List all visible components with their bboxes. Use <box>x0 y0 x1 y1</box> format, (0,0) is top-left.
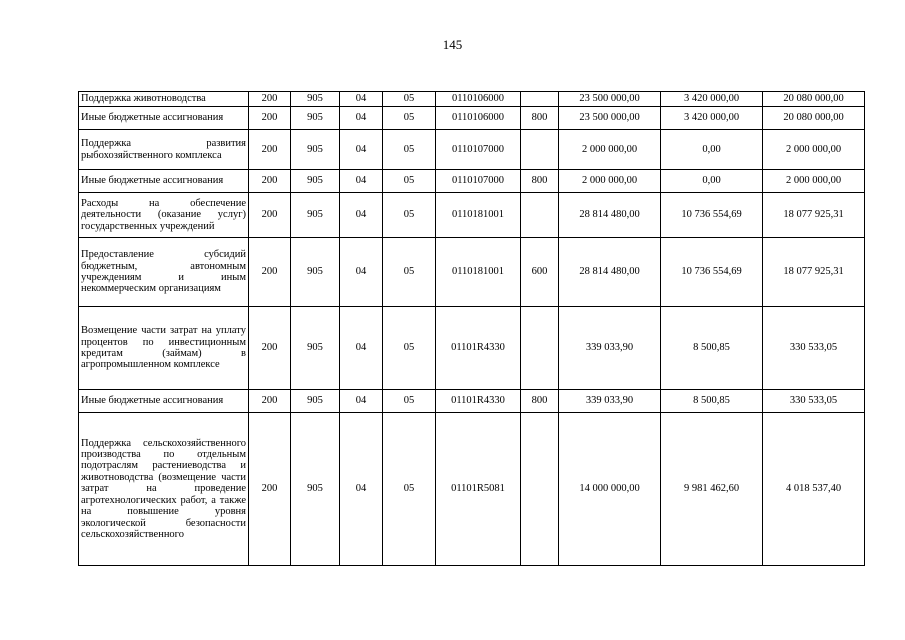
row-code-expense-type <box>521 130 559 170</box>
row-code-ministry: 905 <box>291 92 340 107</box>
row-name: Иные бюджетные ассигнования <box>79 390 249 413</box>
row-code-section: 04 <box>340 130 383 170</box>
row-amount-executed: 3 420 000,00 <box>661 92 763 107</box>
row-code-target: 01101R5081 <box>436 413 521 566</box>
row-amount-remaining: 18 077 925,31 <box>763 238 865 307</box>
row-code-expense-type: 800 <box>521 390 559 413</box>
row-code-section: 04 <box>340 92 383 107</box>
row-code-g: 200 <box>249 130 291 170</box>
row-amount-planned: 23 500 000,00 <box>559 107 661 130</box>
row-name: Иные бюджетные ассигнования <box>79 170 249 193</box>
row-code-expense-type <box>521 413 559 566</box>
row-code-g: 200 <box>249 413 291 566</box>
row-amount-remaining: 4 018 537,40 <box>763 413 865 566</box>
row-amount-executed: 10 736 554,69 <box>661 193 763 238</box>
row-amount-planned: 23 500 000,00 <box>559 92 661 107</box>
row-code-section: 04 <box>340 307 383 390</box>
row-amount-remaining: 2 000 000,00 <box>763 170 865 193</box>
row-code-section: 04 <box>340 413 383 566</box>
row-code-subsection: 05 <box>383 193 436 238</box>
row-code-subsection: 05 <box>383 390 436 413</box>
row-amount-planned: 2 000 000,00 <box>559 170 661 193</box>
table-row <box>79 107 865 130</box>
row-name: Поддержка сельскохозяйственного производства по отдельным подотраслям растениеводства и животноводства (возмещение части затрат на проведение агротехнологических работ, а также на повышение уровня экологической безопасности сельскохозяйственного <box>79 413 249 566</box>
row-amount-executed: 0,00 <box>661 130 763 170</box>
table-row <box>79 170 865 193</box>
row-code-target: 01101R4330 <box>436 390 521 413</box>
row-code-g: 200 <box>249 92 291 107</box>
row-code-g: 200 <box>249 238 291 307</box>
row-amount-remaining: 20 080 000,00 <box>763 107 865 130</box>
row-name: Предоставление субсидий бюджетным, автономным учреждениям и иным некоммерческим организациям <box>79 238 249 307</box>
table-row <box>79 193 865 238</box>
row-code-ministry: 905 <box>291 170 340 193</box>
row-code-target: 0110106000 <box>436 107 521 130</box>
row-amount-remaining: 330 533,05 <box>763 307 865 390</box>
page-number: 145 <box>442 37 463 52</box>
row-code-g: 200 <box>249 390 291 413</box>
row-code-expense-type: 600 <box>521 238 559 307</box>
row-code-ministry: 905 <box>291 390 340 413</box>
row-amount-planned: 28 814 480,00 <box>559 238 661 307</box>
row-amount-executed: 3 420 000,00 <box>661 107 763 130</box>
table-row <box>79 238 865 307</box>
row-code-ministry: 905 <box>291 193 340 238</box>
row-code-subsection: 05 <box>383 92 436 107</box>
row-name: Возмещение части затрат на уплату процентов по инвестиционным кредитам (займам) в агропромышленном комплексе <box>79 307 249 390</box>
row-code-expense-type <box>521 307 559 390</box>
table-row <box>79 390 865 413</box>
row-code-target: 0110107000 <box>436 130 521 170</box>
row-code-subsection: 05 <box>383 307 436 390</box>
row-amount-executed: 10 736 554,69 <box>661 238 763 307</box>
row-code-target: 01101R4330 <box>436 307 521 390</box>
row-code-subsection: 05 <box>383 413 436 566</box>
row-name: Поддержка развития рыбохозяйственного комплекса <box>79 130 249 170</box>
table-row <box>79 413 865 566</box>
row-code-target: 0110107000 <box>436 170 521 193</box>
row-code-ministry: 905 <box>291 130 340 170</box>
table-row <box>79 130 865 170</box>
row-code-g: 200 <box>249 193 291 238</box>
row-amount-planned: 28 814 480,00 <box>559 193 661 238</box>
row-amount-planned: 339 033,90 <box>559 390 661 413</box>
row-name: Поддержка животноводства <box>79 92 249 107</box>
row-code-g: 200 <box>249 170 291 193</box>
row-code-subsection: 05 <box>383 130 436 170</box>
row-amount-remaining: 20 080 000,00 <box>763 92 865 107</box>
row-amount-remaining: 330 533,05 <box>763 390 865 413</box>
row-amount-planned: 2 000 000,00 <box>559 130 661 170</box>
row-code-subsection: 05 <box>383 170 436 193</box>
row-code-ministry: 905 <box>291 107 340 130</box>
row-amount-executed: 0,00 <box>661 170 763 193</box>
row-code-g: 200 <box>249 107 291 130</box>
row-code-section: 04 <box>340 107 383 130</box>
row-code-g: 200 <box>249 307 291 390</box>
row-code-section: 04 <box>340 390 383 413</box>
row-name: Иные бюджетные ассигнования <box>79 107 249 130</box>
row-amount-executed: 8 500,85 <box>661 390 763 413</box>
row-code-subsection: 05 <box>383 238 436 307</box>
table-row <box>79 307 865 390</box>
row-code-target: 0110181001 <box>436 238 521 307</box>
table-row <box>79 92 865 107</box>
row-code-target: 0110106000 <box>436 92 521 107</box>
row-code-expense-type <box>521 92 559 107</box>
row-code-expense-type: 800 <box>521 107 559 130</box>
row-amount-remaining: 18 077 925,31 <box>763 193 865 238</box>
row-amount-remaining: 2 000 000,00 <box>763 130 865 170</box>
row-code-section: 04 <box>340 238 383 307</box>
row-amount-planned: 339 033,90 <box>559 307 661 390</box>
row-code-ministry: 905 <box>291 413 340 566</box>
row-code-target: 0110181001 <box>436 193 521 238</box>
row-code-section: 04 <box>340 170 383 193</box>
row-amount-executed: 9 981 462,60 <box>661 413 763 566</box>
budget-table <box>78 91 865 566</box>
row-amount-executed: 8 500,85 <box>661 307 763 390</box>
row-code-subsection: 05 <box>383 107 436 130</box>
row-code-expense-type: 800 <box>521 170 559 193</box>
row-amount-planned: 14 000 000,00 <box>559 413 661 566</box>
row-code-section: 04 <box>340 193 383 238</box>
row-code-ministry: 905 <box>291 238 340 307</box>
row-code-expense-type <box>521 193 559 238</box>
row-name: Расходы на обеспечение деятельности (оказание услуг) государственных учреждений <box>79 193 249 238</box>
row-code-ministry: 905 <box>291 307 340 390</box>
